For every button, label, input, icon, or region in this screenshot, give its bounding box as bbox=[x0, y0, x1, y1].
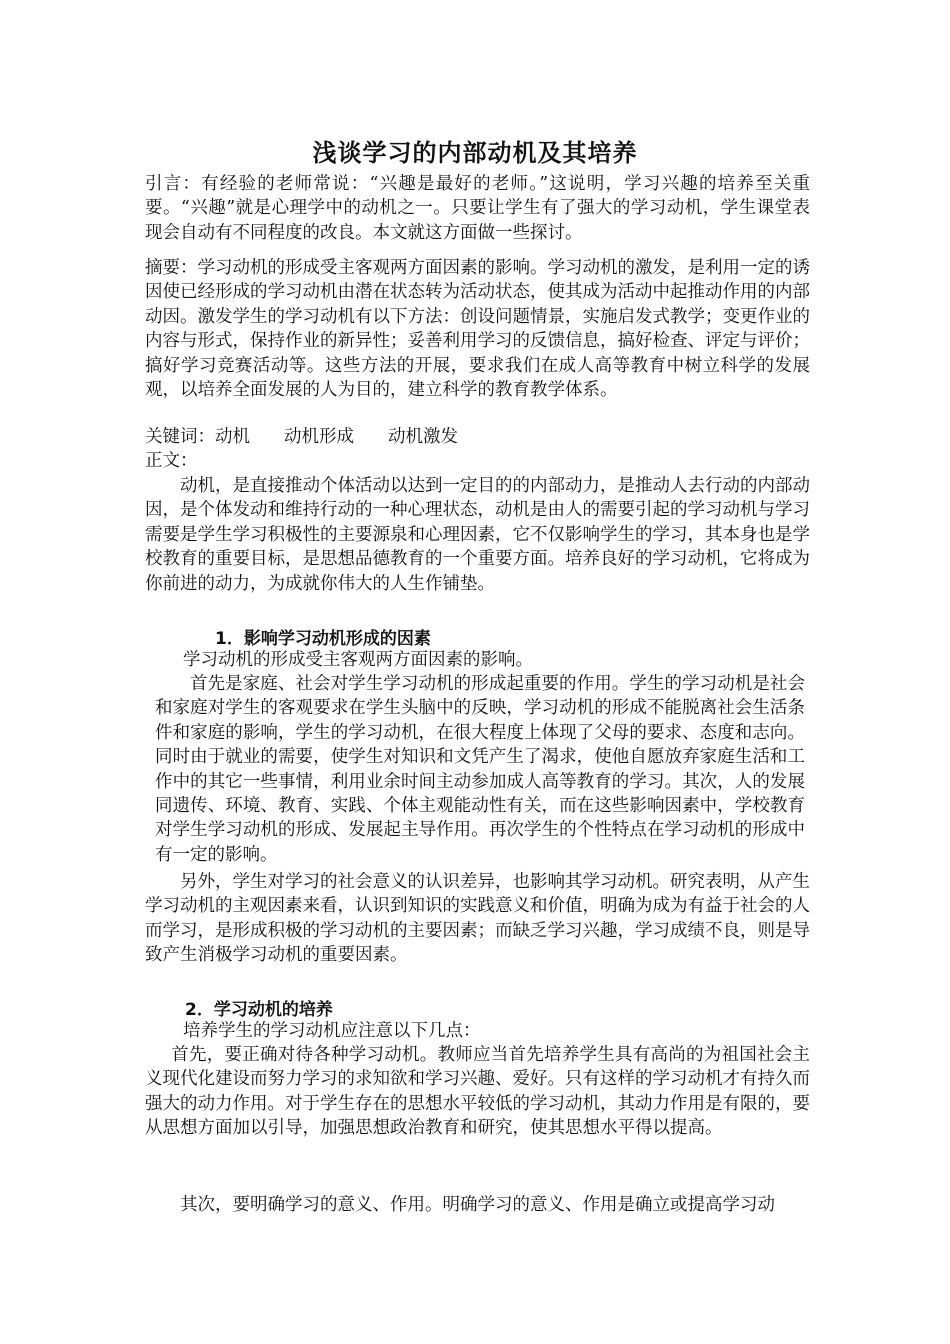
document-title: 浅谈学习的内部动机及其培养 bbox=[312, 139, 638, 167]
section-paragraph: 首先，要正确对待各种学习动机。教师应当首先培养学生具有高尚的为祖国社会主义现代化建设而努力学习的求知欲和学习兴趣、爱好。只有这样的学习动机才有持久而强大的动力作用。对于学生存在的思想水平较低的学习动机，其动力作用是有限的，要从思想方面加以引导，加强思想政治教育和研究，使其思想水平得以提高。 bbox=[145, 1045, 810, 1139]
body-label: 正文： bbox=[145, 451, 198, 471]
section-heading: 1．影响学习动机形成的因素 bbox=[215, 629, 431, 649]
body-paragraph: 动机，是直接推动个体活动以达到一定目的的内部动力，是推动人去行动的内部动因，是个体发动和维持行动的一种心理状态，动机是由人的需要引起的学习动机与学习需要是学生学习积极性的主要源泉和心理因素，它不仅影响学生的学习，其本身也是学校教育的重要目标，是思想品德教育的一个重要方面。培养良好的学习动机，它将成为你前进的动力，为成就你伟大的人生作铺垫。 bbox=[145, 476, 810, 594]
section-lead: 培养学生的学习动机应注意以下几点： bbox=[183, 1021, 481, 1041]
section-paragraph: 首先是家庭、社会对学生学习动机的形成起重要的作用。学生的学习动机是社会和家庭对学生的客观要求在学生头脑中的反映，学习动机的形成不能脱离社会生活条件和家庭的影响，学生的学习动机，在很大程度上体现了父母的要求、态度和志向。同时由于就业的需要，使学生对知识和文凭产生了渴求，使他自愿放弃家庭生活和工作中的其它一些事情，利用业余时间主动参加成人高等教育的学习。其次，人的发展同遗传、环境、教育、实践、个体主观能动性有关，而在这些影响因素中，学校教育对学生学习动机的形成、发展起主导作用。再次学生的个性特点在学习动机的形成中有一定的影响。 bbox=[155, 674, 805, 865]
keyword-item: 动机 bbox=[215, 427, 250, 447]
intro-paragraph: 引言：有经验的老师常说：“兴趣是最好的老师。”这说明，学习兴趣的培养至关重要。“兴趣”就是心理学中的动机之一。只要让学生有了强大的学习动机，学生课堂表现会自动有不同程度的改良。本文就这方面做一些探讨。 bbox=[145, 174, 810, 243]
section-paragraph: 另外，学生对学习的社会意义的认识差异，也影响其学习动机。研究表明，从产生学习动机的主观因素来看，认识到知识的实践意义和价值，明确为成为有益于社会的人而学习，是形成积极的学习动机的主要因素；而缺乏学习兴趣，学习成绩不良，则是导致产生消极学习动机的重要因素。 bbox=[145, 872, 810, 966]
keywords-label: 关键词： bbox=[145, 427, 215, 447]
section-paragraph: 其次，要明确学习的意义、作用。明确学习的意义、作用是确立或提高学习动 bbox=[180, 1195, 775, 1215]
keyword-item: 动机激发 bbox=[388, 427, 458, 447]
section-heading: 2．学习动机的培养 bbox=[185, 1000, 333, 1020]
abstract-paragraph: 摘要：学习动机的形成受主客观两方面因素的影响。学习动机的激发，是利用一定的诱因使已经形成的学习动机由潜在状态转为活动状态，使其成为活动中起推动作用的内部动因。激发学生的学习动机有以下方法：创设问题情景，实施启发式教学；变更作业的内容与形式，保持作业的新异性；妥善利用学习的反馈信息，搞好检查、评定与评价；搞好学习竞赛活动等。这些方法的开展，要求我们在成人高等教育中树立科学的发展观，以培养全面发展的人为目的，建立科学的教育教学体系。 bbox=[145, 258, 810, 401]
keywords-line bbox=[145, 425, 458, 449]
keyword-item: 动机形成 bbox=[284, 427, 354, 447]
section-lead: 学习动机的形成受主客观两方面因素的影响。 bbox=[183, 650, 533, 670]
